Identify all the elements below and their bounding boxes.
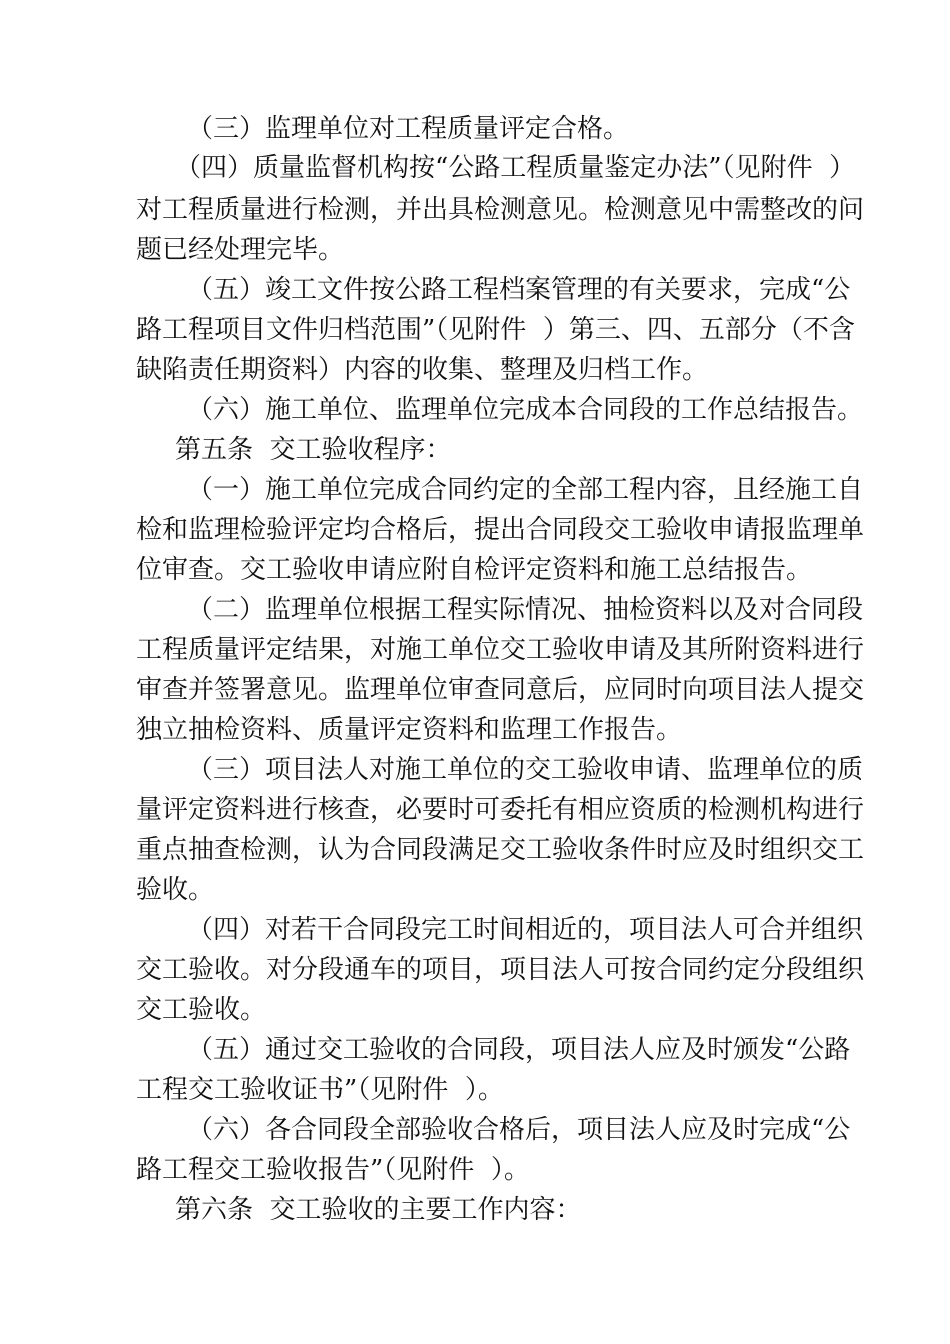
- text-line: 审查并签署意见。监理单位审查同意后，应同时向项目法人提交: [136, 675, 865, 705]
- section-heading: 第六条 交工验收的主要工作内容：: [175, 1195, 582, 1225]
- text-line: 路工程交工验收报告”（见附件 ）。: [136, 1155, 530, 1185]
- text-line: 工程交工验收证书”（见附件 ）。: [136, 1075, 504, 1105]
- text-line: 量评定资料进行核查，必要时可委托有相应资质的检测机构进行: [136, 795, 865, 825]
- text-line: 验收。: [136, 875, 215, 905]
- text-line: （六）施工单位、监理单位完成本合同段的工作总结报告。: [187, 395, 864, 425]
- section-heading: 第五条 交工验收程序：: [175, 435, 452, 465]
- text-line: 对工程质量进行检测，并出具检测意见。检测意见中需整改的问: [136, 195, 865, 225]
- text-line: 位审查。交工验收申请应附自检评定资料和施工总结报告。: [136, 555, 813, 585]
- text-line: 题已经处理完毕。: [136, 235, 345, 265]
- text-line: （六）各合同段全部验收合格后，项目法人应及时完成“公: [187, 1115, 851, 1145]
- text-line: 独立抽检资料、质量评定资料和监理工作报告。: [136, 715, 683, 745]
- text-line: （四）对若干合同段完工时间相近的，项目法人可合并组织: [187, 915, 864, 945]
- text-line: 交工验收。: [136, 995, 267, 1025]
- text-line: 重点抽查检测，认为合同段满足交工验收条件时应及时组织交工: [136, 835, 865, 865]
- text-line: （五）竣工文件按公路工程档案管理的有关要求，完成“公: [187, 275, 851, 305]
- text-line: 缺陷责任期资料）内容的收集、整理及归档工作。: [136, 355, 709, 385]
- text-line: （五）通过交工验收的合同段，项目法人应及时颁发“公路: [187, 1035, 851, 1065]
- text-line: （三）监理单位对工程质量评定合格。: [187, 114, 630, 144]
- text-line: 路工程项目文件归档范围”（见附件 ）第三、四、五部分（不含: [136, 315, 855, 345]
- text-line: （四）质量监督机构按“公路工程质量鉴定办法”（见附件 ）: [175, 153, 856, 183]
- text-line: 工程质量评定结果，对施工单位交工验收申请及其所附资料进行: [136, 635, 865, 665]
- text-line: 检和监理检验评定均合格后，提出合同段交工验收申请报监理单: [136, 515, 865, 545]
- text-line: 交工验收。对分段通车的项目，项目法人可按合同约定分段组织: [136, 955, 865, 985]
- text-line: （一）施工单位完成合同约定的全部工程内容，且经施工自: [187, 475, 864, 505]
- text-line: （三）项目法人对施工单位的交工验收申请、监理单位的质: [187, 755, 864, 785]
- text-line: （二）监理单位根据工程实际情况、抽检资料以及对合同段: [187, 595, 864, 625]
